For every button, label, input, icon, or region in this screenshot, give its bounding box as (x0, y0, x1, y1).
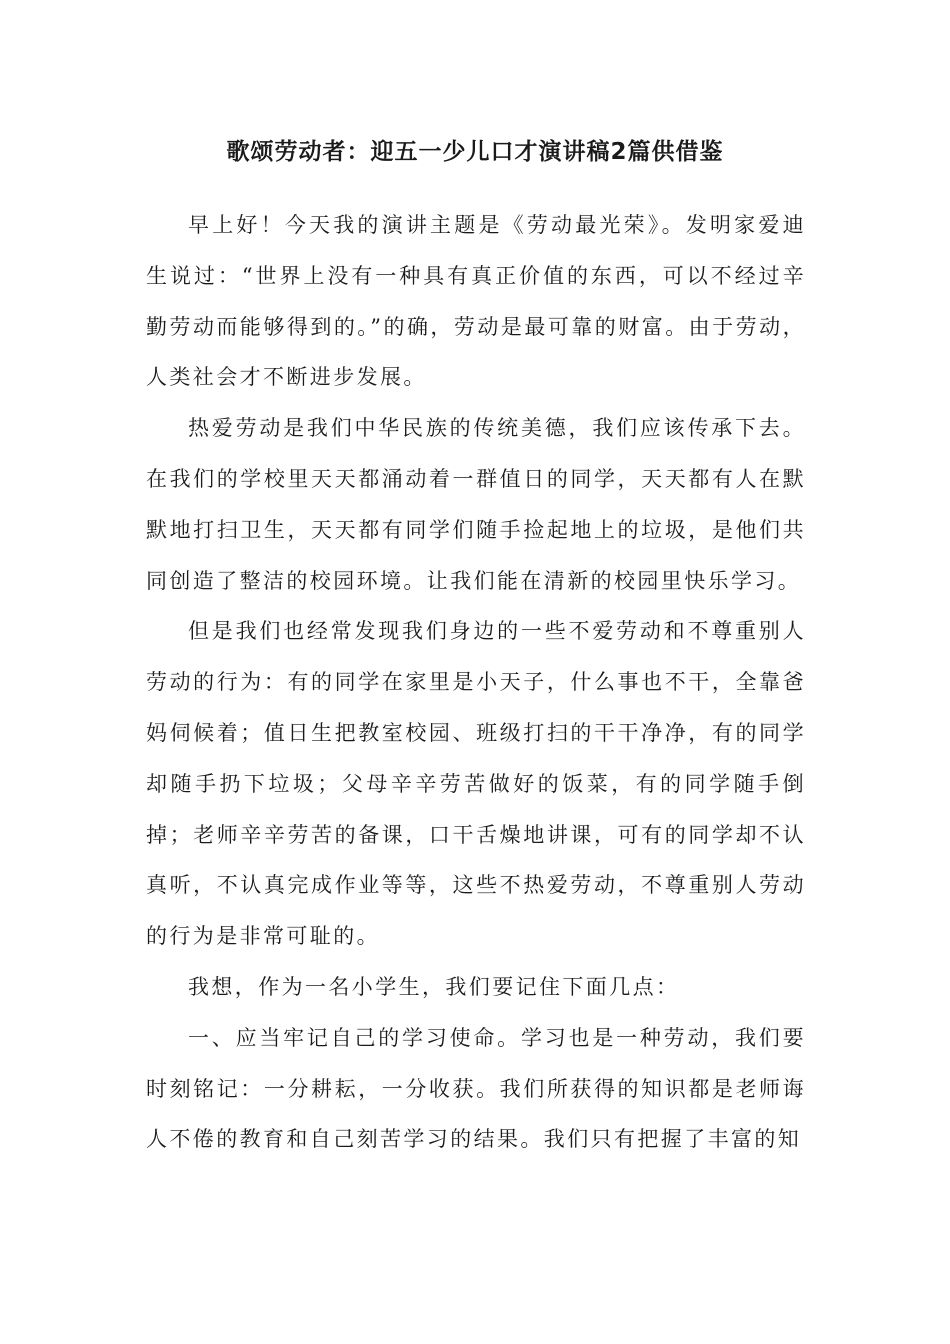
paragraph: 我想，作为一名小学生，我们要记住下面几点： (188, 974, 680, 999)
paragraph: 早上好！今天我的演讲主题是《劳动最光荣》。发明家爱迪生说过：“世界上没有一种具有真正价值的东西，可以不经过辛勤劳动而能够得到的。”的确，劳动是最可靠的财富。由于劳动，人类社会才不断进步发展。 (146, 213, 806, 390)
paragraph: 热爱劳动是我们中华民族的传统美德，我们应该传承下去。在我们的学校里天天都涌动着一群值日的同学，天天都有人在默默地打扫卫生，天天都有同学们随手捡起地上的垃圾，是他们共同创造了整洁的校园环境。让我们能在清新的校园里快乐学习。 (146, 416, 806, 593)
document-body (146, 200, 806, 1165)
paragraph: 一、应当牢记自己的学习使命。学习也是一种劳动，我们要时刻铭记：一分耕耘，一分收获。我们所获得的知识都是老师诲人不倦的教育和自己刻苦学习的结果。我们只有把握了丰富的知 (146, 1025, 806, 1152)
paragraph: 但是我们也经常发现我们身边的一些不爱劳动和不尊重别人劳动的行为：有的同学在家里是小天子，什么事也不干，全靠爸妈伺候着；值日生把教室校园、班级打扫的干干净净，有的同学却随手扔下垃圾；父母辛辛劳苦做好的饭菜，有的同学随手倒掉；老师辛辛劳苦的备课，口干舌燥地讲课，可有的同学却不认真听，不认真完成作业等等，这些不热爱劳动，不尊重别人劳动的行为是非常可耻的。 (146, 619, 806, 949)
document-title: 歌颂劳动者：迎五一少儿口才演讲稿2篇供借鉴 (226, 139, 724, 165)
